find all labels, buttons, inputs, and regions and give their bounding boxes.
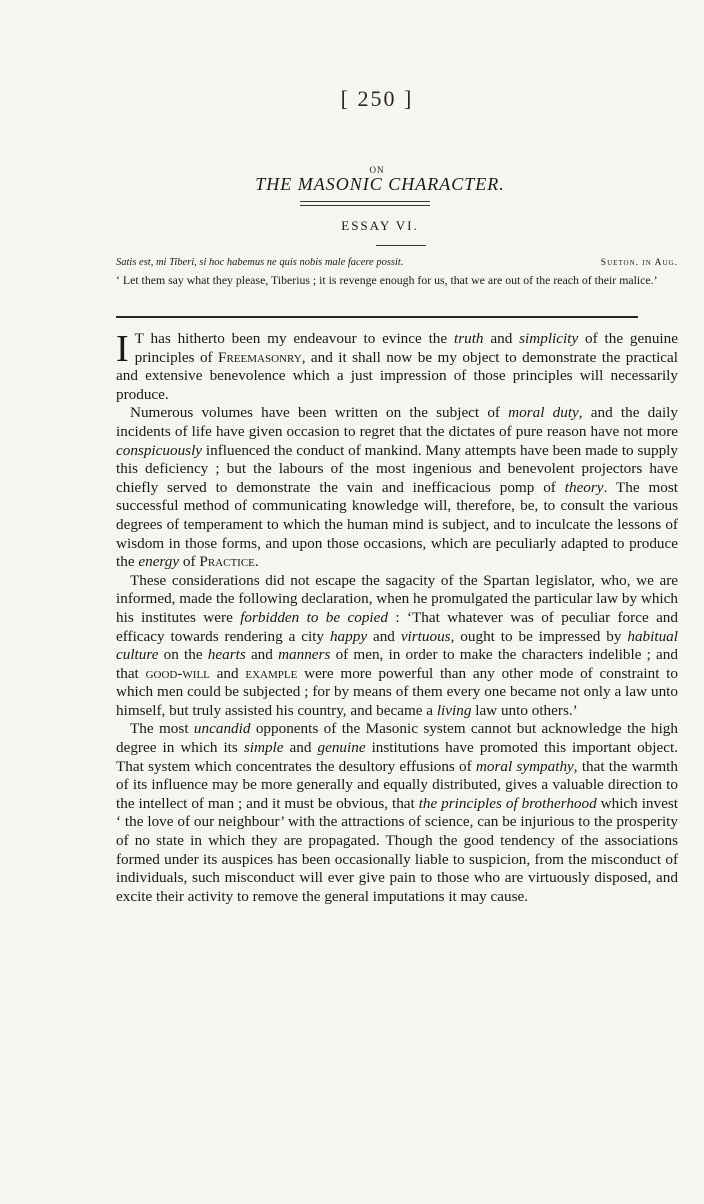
text-run: institutions have promoted this important object. That system which concentrates the desultory effusions of	[116, 739, 678, 775]
essay-body	[116, 330, 678, 906]
text-run: Numerous volumes have been written on the subject of	[130, 404, 509, 422]
section-rule	[116, 316, 638, 318]
short-rule	[376, 245, 426, 246]
paragraph	[116, 720, 678, 906]
text-run: and	[245, 646, 279, 664]
paragraph	[116, 330, 678, 404]
text-run: of men, in order to make the characters indelible ; and that	[116, 646, 678, 682]
small-caps-run: Practice	[199, 553, 255, 571]
small-caps-run: Freemasonry	[218, 348, 302, 366]
italic-run: the principles of brotherhood	[418, 794, 597, 812]
text-run: , and it shall now be my object to demonstrate the practical and extensive benevolence which a just impression of those principles will necessarily produce.	[116, 348, 678, 403]
header-on: ON	[369, 165, 385, 175]
italic-run: living	[436, 701, 472, 719]
italic-run: manners	[278, 646, 331, 664]
latin-motto	[116, 256, 678, 270]
text-run: and	[483, 330, 520, 347]
italic-run: hearts	[207, 646, 246, 664]
italic-run: genuine	[317, 739, 366, 757]
italic-run: uncandid	[193, 720, 251, 738]
text-run: were more powerful than any other mode of constraint to which men could be subjected ; for by means of them every one became not only a law unto himself, but truly assisted his country, and became a	[116, 664, 678, 719]
text-run: which invest ‘ the love of our neighbour’ with the attractions of science, can be injurious to the prosperity of no state in which they are propagated. Though the good tendency of the associations formed under its auspices has been occasionally liable to suspicion, from the misconduct of individuals, such misconduct will ever give pain to those who are virtuously disposed, and excite their activity to remove the general imputations it may cause.	[116, 794, 678, 905]
italic-run: virtuous	[400, 627, 451, 645]
text-run: law unto others.’	[471, 701, 578, 719]
text-run: opponents of the Masonic system cannot but acknowledge the high degree in which its	[116, 720, 678, 757]
text-run: , ought to be impressed by	[450, 627, 628, 645]
italic-run: truth	[453, 330, 484, 347]
motto-source: Sueton. in Aug.	[600, 258, 678, 268]
motto-translation: ‘ Let them say what they please, Tiberius ; it is revenge enough for us, that we are out of the reach of their malice.’	[116, 273, 658, 287]
text-run: on the	[158, 646, 208, 664]
italic-run: simplicity	[519, 330, 579, 347]
text-run: .	[254, 553, 259, 571]
text-run: , and the daily incidents of life have given occasion to regret that the dictates of pure reason have not more	[116, 404, 678, 440]
text-run: and	[283, 739, 318, 757]
italic-run: habitual culture	[116, 627, 678, 664]
motto-latin: Satis est, mi Tiberi, si hoc habemus ne quis nobis male facere possit.	[116, 257, 404, 268]
text-run: These considerations did not escape the sagacity of the Spartan legislator, who, we are informed, made the following declaration, when he promulgated the particular law by which his institutes were	[116, 571, 678, 626]
text-run: , that the warmth of its influence may be more generally and equally distributed, gives a valuable direction to the intellect of man ; and it must be obvious, that	[116, 757, 678, 812]
text-run: and	[367, 627, 401, 645]
text-run: of the genuine principles of	[134, 330, 678, 366]
small-caps-run: good-will	[145, 664, 210, 682]
paragraph	[116, 572, 678, 721]
text-run: T has hitherto been my endeavour to evince the	[134, 330, 454, 347]
italic-run: energy	[138, 553, 180, 571]
italic-run: happy	[329, 627, 368, 645]
italic-run: moral duty	[508, 404, 579, 422]
text-run: of	[179, 553, 200, 571]
essay-title: THE MASONIC CHARACTER.	[255, 174, 505, 194]
text-run: : ‘That whatever was of peculiar force and efficacy towards rendering a city	[116, 608, 678, 645]
small-caps-run: example	[245, 664, 298, 682]
text-run: The most	[130, 720, 194, 738]
text-run: and	[209, 664, 246, 682]
drop-cap: I	[116, 328, 129, 370]
text-run: . The most successful method of communicating knowledge will, therefore, be, to consult the various degrees of temperament to which the human mind is subject, and to inculcate the lessons of wisdom in those forms, and upon those occasions, which are peculiarly adapted to produce the	[116, 478, 679, 571]
essay-number: ESSAY VI.	[341, 218, 419, 233]
double-rule	[300, 201, 430, 206]
italic-run: simple	[243, 739, 284, 757]
italic-run: moral sympathy	[475, 757, 574, 775]
italic-run: conspicuously	[116, 441, 203, 459]
italic-run: theory	[564, 478, 604, 496]
text-run: influenced the conduct of mankind. Many attempts have been made to supply this deficiency ; but the labours of the most ingenious and benevolent projectors have chiefly served to demonstrate the vain and inefficacious pomp of	[116, 441, 678, 496]
paragraph	[116, 404, 678, 571]
italic-run: forbidden to be copied	[240, 608, 388, 626]
page-number: [ 250 ]	[340, 86, 414, 111]
